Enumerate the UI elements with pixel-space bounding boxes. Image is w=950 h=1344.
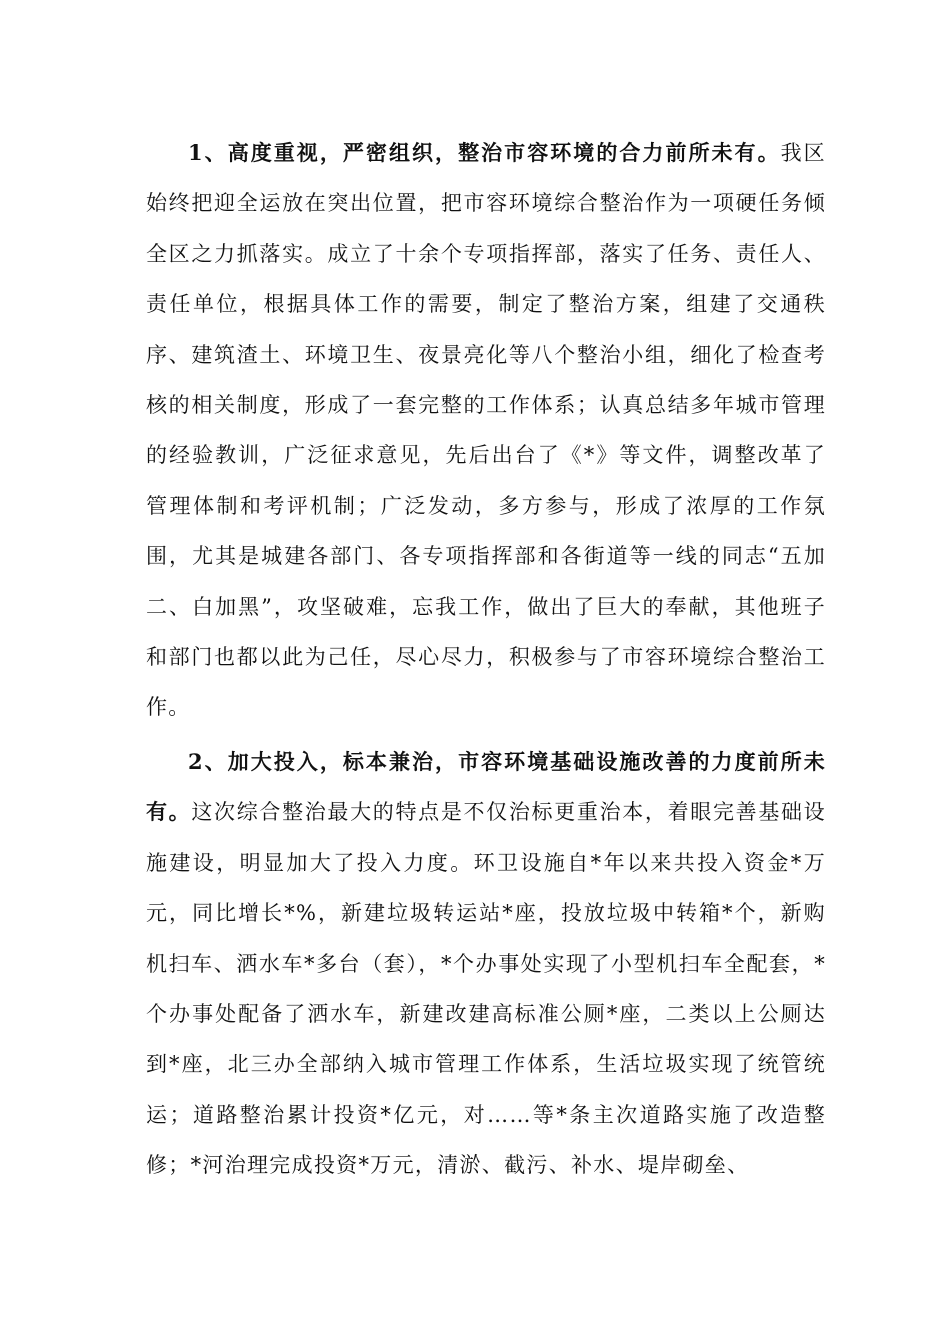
paragraph-2-heading: 2、加大投入，标本兼治，市容环境基础设施改善的力度前所未有。	[146, 749, 826, 825]
paragraph-2-body: 这次综合整治最大的特点是不仅治标更重治本，着眼完善基础设施建设，明显加大了投入力度。环卫设施自*年以来共投入资金*万元，同比增长*%，新建垃圾转运站*座，投放垃圾中转箱*个，新购机扫车、洒水车*多台（套），*个办事处实现了小型机扫车全配套，*个办事处配备了洒水车，新建改建高标准公厕*座，二类以上公厕达到*座，北三办全部纳入城市管理工作体系，生活垃圾实现了统管统运；道路整治累计投资*亿元，对……等*条主次道路实施了改造整修；*河治理完成投资*万元，清淤、截污、补水、堤岸砌垒、	[146, 800, 826, 1178]
paragraph-1-heading: 1、高度重视，严密组织，整治市容环境的合力前所未有。	[188, 140, 781, 165]
paragraph-1	[146, 128, 826, 733]
paragraph-2	[146, 737, 826, 1191]
paragraph-1-body: 我区始终把迎全运放在突出位置，把市容环境综合整治作为一项硬任务倾全区之力抓落实。成立了十余个专项指挥部，落实了任务、责任人、责任单位，根据具体工作的需要，制定了整治方案，组建了交通秩序、建筑渣土、环境卫生、夜景亮化等八个整治小组，细化了检查考核的相关制度，形成了一套完整的工作体系；认真总结多年城市管理的经验教训，广泛征求意见，先后出台了《*》等文件，调整改革了管理体制和考评机制；广泛发动，多方参与，形成了浓厚的工作氛围，尤其是城建各部门、各专项指挥部和各街道等一线的同志“五加二、白加黑”，攻坚破难，忘我工作，做出了巨大的奉献，其他班子和部门也都以此为己任，尽心尽力，积极参与了市容环境综合整治工作。	[146, 141, 826, 720]
